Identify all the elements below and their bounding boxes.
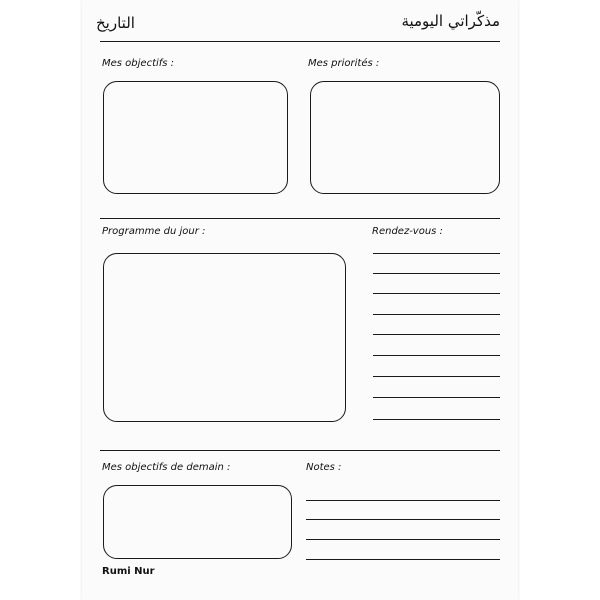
brand-logo: Rumi Nur: [102, 566, 155, 577]
rendezvous-line[interactable]: [373, 253, 500, 254]
notes-line[interactable]: [306, 500, 500, 501]
demain-label: Mes objectifs de demain :: [102, 462, 231, 473]
objectifs-label: Mes objectifs :: [102, 58, 175, 69]
demain-box[interactable]: [103, 485, 292, 559]
planner-sheet: [82, 0, 518, 600]
objectifs-box[interactable]: [103, 81, 288, 194]
rendezvous-line[interactable]: [373, 376, 500, 377]
programme-label: Programme du jour :: [102, 226, 206, 237]
rendezvous-line[interactable]: [373, 314, 500, 315]
notes-line[interactable]: [306, 519, 500, 520]
rendezvous-line[interactable]: [373, 273, 500, 274]
priorites-label: Mes priorités :: [308, 58, 380, 69]
programme-box[interactable]: [103, 253, 346, 422]
rendezvous-line[interactable]: [373, 334, 500, 335]
section-divider-2: [100, 450, 500, 451]
rendezvous-line[interactable]: [373, 293, 500, 294]
header-divider: [100, 41, 500, 42]
rendezvous-line[interactable]: [373, 397, 500, 398]
notes-label: Notes :: [306, 462, 342, 473]
section-divider-1: [100, 218, 500, 219]
priorites-box[interactable]: [310, 81, 500, 194]
rendezvous-line[interactable]: [373, 355, 500, 356]
page-title: مذكّراتي اليومية: [401, 12, 500, 30]
date-label: التاريخ: [96, 14, 135, 32]
notes-line[interactable]: [306, 559, 500, 560]
rendezvous-line[interactable]: [373, 419, 500, 420]
notes-line[interactable]: [306, 539, 500, 540]
rendezvous-label: Rendez-vous :: [372, 226, 443, 237]
